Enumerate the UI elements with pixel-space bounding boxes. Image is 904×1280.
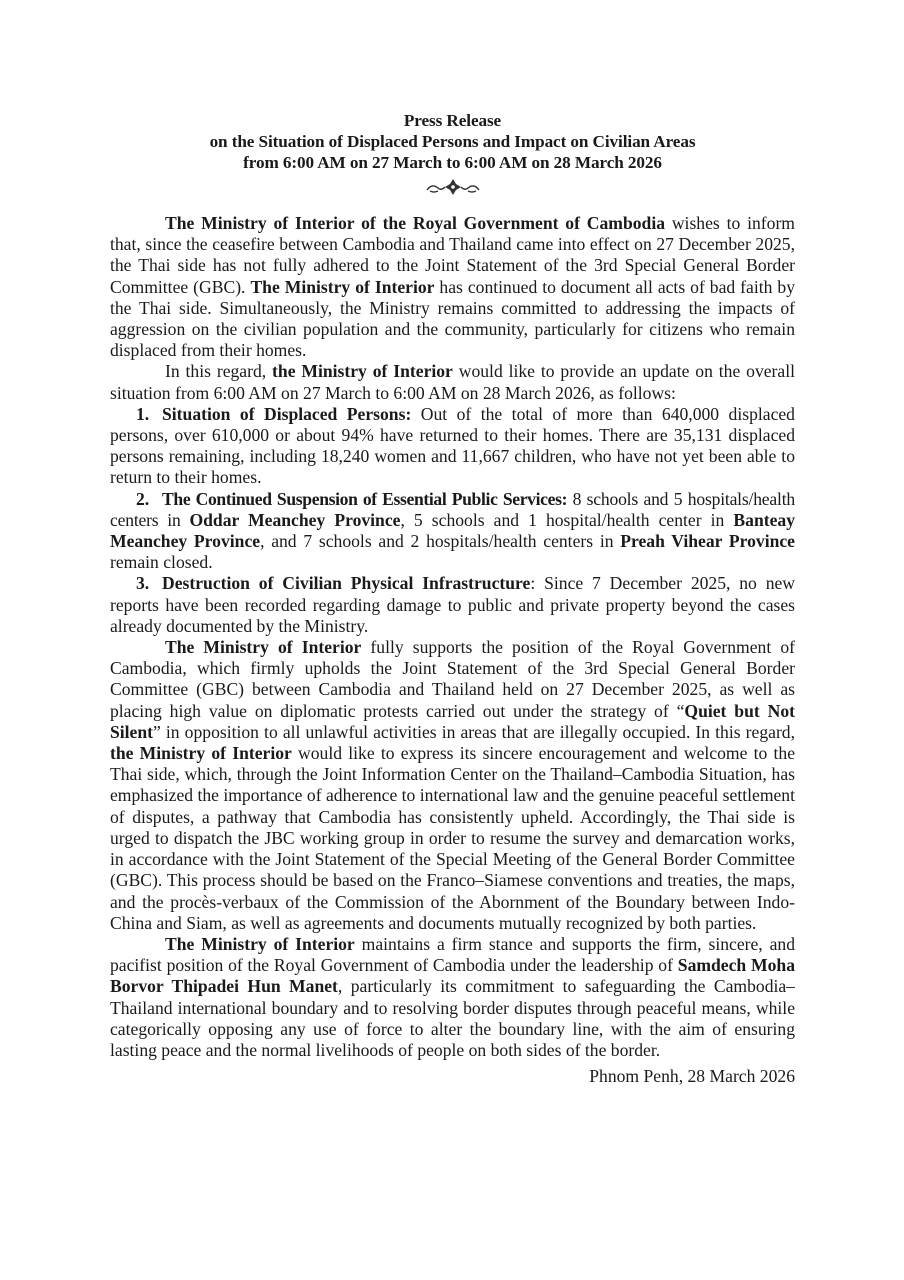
item-text: 8 schools and 5 hospitals/health centers in [110,488,795,530]
item-number: 2. [136,488,150,509]
title-line-2: on the Situation of Displaced Persons and Impact on Civilian Areas [209,132,696,151]
update-bold-ministry: the Ministry of Interior [272,361,453,382]
support-text: fully supports the position of the Royal Government of Cambodia, which firmly upholds the Joint Statement of the 3rd Special General Border Committee (GBC) between Cambodia and Thailand held on 27 December 2025, as well as placing high value on diplomatic protests carried out under the strategy of “ [110,637,795,721]
floral-divider-icon [110,177,795,199]
support-paragraph [110,637,795,934]
intro-bold-ministry: The Ministry of Interior [250,276,435,297]
item-number: 3. [136,573,150,594]
intro-paragraph [110,213,795,361]
stance-paragraph [110,934,795,1061]
support-bold-ministry-2: the Ministry of Interior [110,743,292,764]
title-line-3: from 6:00 AM on 27 March to 6:00 AM on 28 March 2026 [243,153,662,172]
press-release-document [110,110,795,1087]
stance-text: , particularly its commitment to safeguarding the Cambodia–Thailand international boundary and to resolving border disputes through peaceful means, while categorically opposing any use of force to alter the boundary line, with the aim of ensuring lasting peace and the normal livelihoods of people on both sides of the border. [110,976,795,1060]
title-line-1: Press Release [403,111,502,130]
item-text: , and 7 schools and 2 hospitals/health centers in [260,531,621,552]
stance-bold-ministry: The Ministry of Interior [165,933,355,954]
item-text: remain closed. [110,552,213,573]
item-heading: The Continued Suspension of Essential Public Services: [162,488,568,509]
support-text: would like to express its sincere encouragement and welcome to the Thai side, which, through the Joint Information Center on the Thailand–Cambodia Situation, has emphasized the importance of adherence to international law and the genuine peaceful settlement of disputes, a pathway that Cambodia has consistently upheld. Accordingly, the Thai side is urged to dispatch the JBC working group in order to resume the survey and demarcation works, in accordance with the Joint Statement of the Special Meeting of the General Border Committee (GBC). This process should be based on the Franco–Siamese conventions and treaties, the maps, and the procès-verbaux of the Commission of the Abornment of the Boundary between Indo-China and Siam, as well as agreements and documents mutually recognized by both parties. [110,743,796,933]
support-text: ” in opposition to all unlawful activities in areas that are illegally occupied. In this regard, [153,721,795,742]
intro-text-continued: has continued to document all acts of bad faith by the Thai side. Simultaneously, the Ministry remains committed to addressing the impacts of aggression on the civilian population and the community, particularly for citizens who remain displaced from their homes. [110,276,795,361]
update-text-continued: would like to provide an update on the overall situation from 6:00 AM on 27 March to 6:00 AM on 28 March 2026, as follows: [110,361,795,403]
item-text: , 5 schools and 1 hospital/health center in [400,509,734,530]
item-text: Out of the total of more than 640,000 displaced persons, over 610,000 or about 94% have returned to their homes. There are 35,131 displaced persons remaining, including 18,240 women and 11,667 children, who have not yet been able to return to their homes. [110,403,795,488]
update-text: In this regard, [165,361,273,382]
province-oddar-meanchey: Oddar Meanchey Province [189,509,401,530]
strategy-quote: Quiet but Not Silent [110,700,795,742]
support-bold-ministry: The Ministry of Interior [165,637,362,658]
place-date-signature: Phnom Penh, 28 March 2026 [589,1066,795,1087]
list-item-infrastructure [110,573,795,637]
intro-bold-lead: The Ministry of Interior of the Royal Government of Cambodia [165,213,666,233]
province-preah-vihear: Preah Vihear Province [620,531,795,552]
list-item-public-services [110,489,795,574]
item-heading: Destruction of Civilian Physical Infrastructure [162,573,531,594]
update-paragraph [110,361,795,403]
item-text: : Since 7 December 2025, no new reports have been recorded regarding damage to public and private property beyond the cases already documented by the Ministry. [110,573,796,636]
province-banteay-meanchey: Banteay Meanchey Province [110,509,795,552]
item-number: 1. [136,403,150,424]
item-heading: Situation of Displaced Persons: [162,403,412,424]
intro-text: wishes to inform that, since the ceasefire between Cambodia and Thailand came into effect on 27 December 2025, the Thai side has not fully adhered to the Joint Statement of the 3rd Special General Border Committee (GBC). [110,213,795,297]
leader-name: Samdech Moha Borvor Thipadei Hun Manet [110,955,795,997]
stance-text: maintains a firm stance and supports the firm, sincere, and pacifist position of the Royal Government of Cambodia under the leadership of [110,933,795,976]
list-item-displaced-persons [110,404,795,489]
